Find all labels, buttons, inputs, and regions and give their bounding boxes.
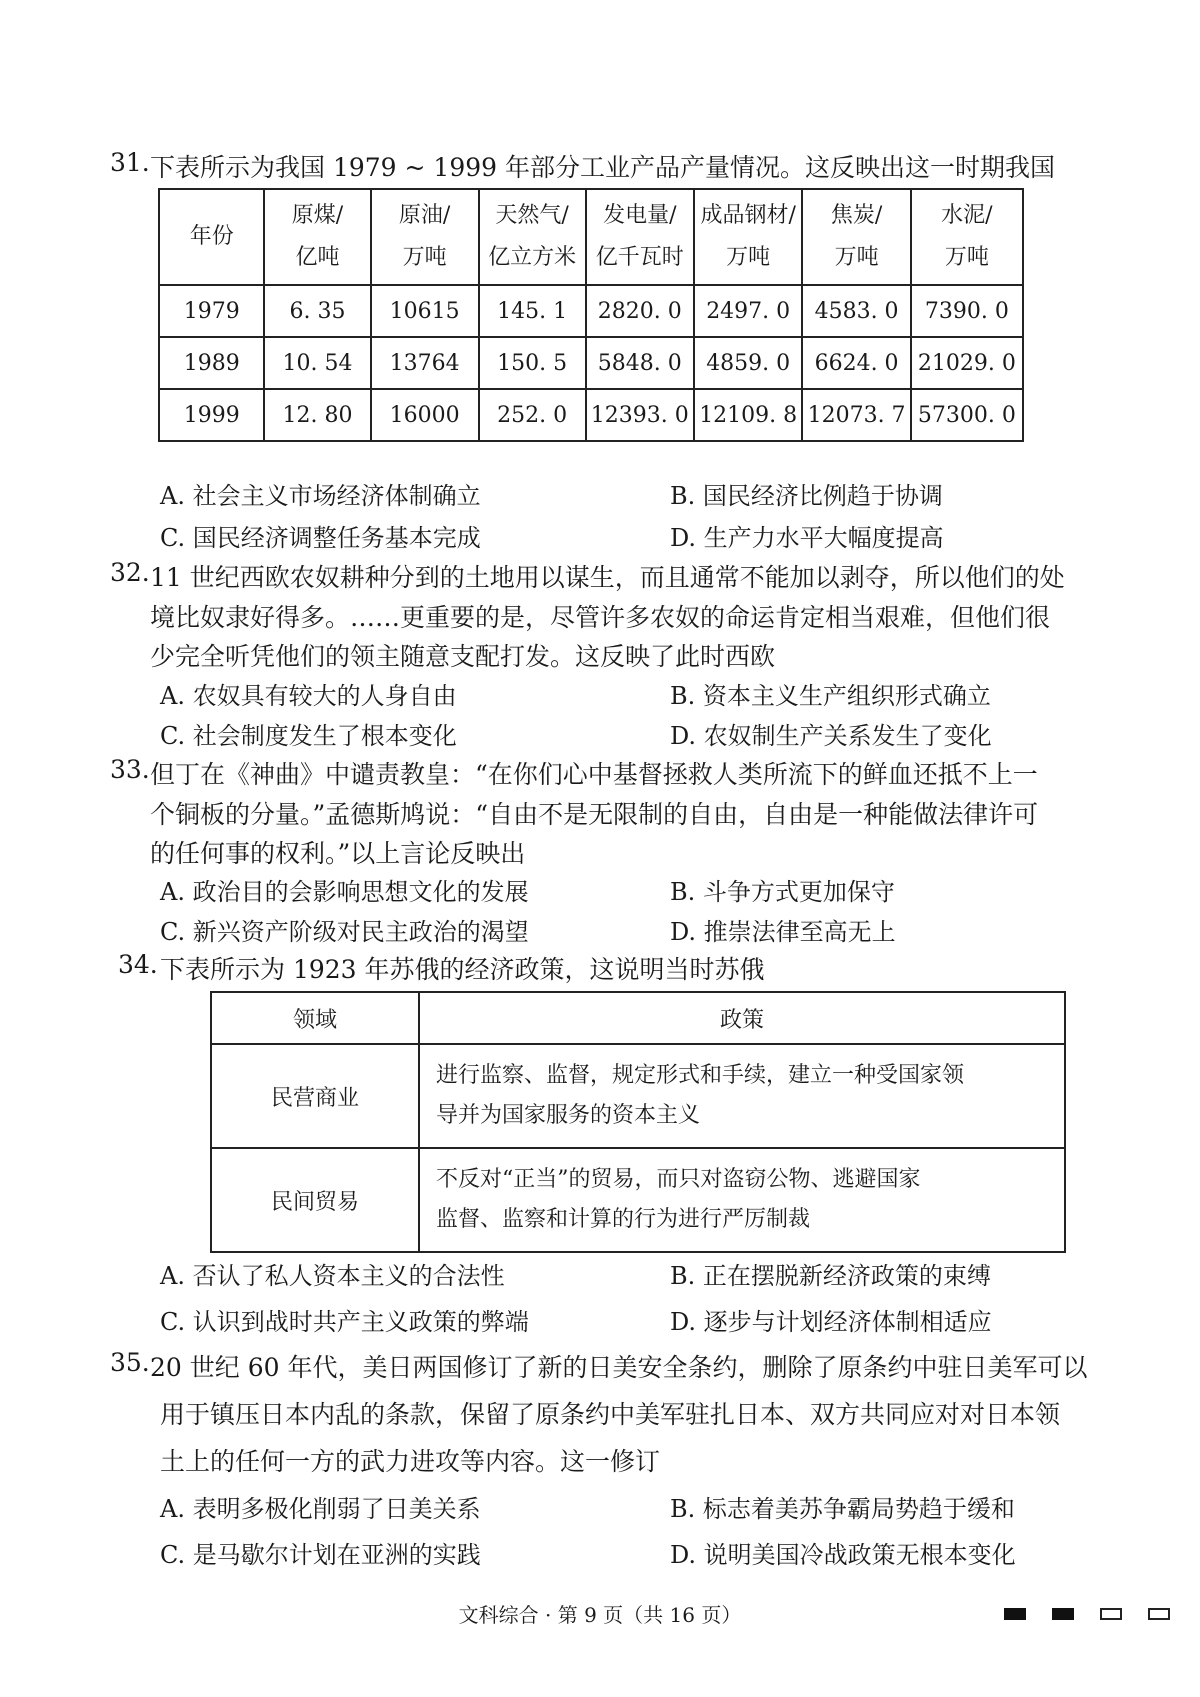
field-cell: 民营商业 xyxy=(211,1044,419,1148)
question-number: 31. xyxy=(110,148,150,177)
table-cell: 2820. 0 xyxy=(586,285,694,337)
question-stem-line: 土上的任何一方的武力进攻等内容。这一修订 xyxy=(160,1447,661,1476)
table-cell: 12. 80 xyxy=(264,389,370,441)
table-cell: 4583. 0 xyxy=(802,285,910,337)
question-number: 32. xyxy=(110,558,150,587)
question-stem: 下表所示为 1923 年苏俄的经济政策，这说明当时苏俄 xyxy=(160,955,765,984)
table-cell: 10615 xyxy=(371,285,479,337)
question-stem-line: 少完全听凭他们的领主随意支配打发。这反映了此时西欧 xyxy=(150,642,776,671)
question-number: 34. xyxy=(118,950,158,979)
question-number: 33. xyxy=(110,755,150,784)
header-cell: 焦炭/ 万吨 xyxy=(802,189,910,285)
policy-table xyxy=(210,991,1066,1253)
question-stem-line: 20 世纪 60 年代，美日两国修订了新的日美安全条约，删除了原条约中驻日美军可以 xyxy=(150,1353,1088,1382)
header-cell: 领域 xyxy=(211,992,419,1044)
table-cell: 4859. 0 xyxy=(694,337,802,389)
policy-cell: 不反对“正当”的贸易，而只对盗窃公物、逃避国家 监督、监察和计算的行为进行严厉制裁 xyxy=(419,1148,1065,1252)
question-stem: 下表所示为我国 1979 ~ 1999 年部分工业产品产量情况。这反映出这一时期我国 xyxy=(150,153,1055,182)
header-cell: 原煤/ 亿吨 xyxy=(264,189,370,285)
option-d[interactable]: D. 说明美国冷战政策无根本变化 xyxy=(670,1541,1016,1569)
header-cell: 成品钢材/ 万吨 xyxy=(694,189,802,285)
option-c[interactable]: C. 是马歇尔计划在亚洲的实践 xyxy=(160,1541,481,1569)
header-cell: 政策 xyxy=(419,992,1065,1044)
table-cell: 12393. 0 xyxy=(586,389,694,441)
question-stem-line: 境比奴隶好得多。……更重要的是，尽管许多农奴的命运肯定相当艰难，但他们很 xyxy=(150,603,1051,632)
option-d[interactable]: D. 农奴制生产关系发生了变化 xyxy=(670,722,992,750)
table-header-row xyxy=(159,189,1023,285)
question-stem-line: 用于镇压日本内乱的条款，保留了原条约中美军驻扎日本、双方共同应对对日本领 xyxy=(160,1400,1061,1429)
option-d[interactable]: D. 逐步与计划经济体制相适应 xyxy=(670,1308,992,1336)
option-a[interactable]: A. 否认了私人资本主义的合法性 xyxy=(160,1262,505,1290)
table-row xyxy=(159,285,1023,337)
production-table xyxy=(158,188,1024,442)
option-b[interactable]: B. 正在摆脱新经济政策的束缚 xyxy=(670,1262,991,1290)
option-b[interactable]: B. 标志着美苏争霸局势趋于缓和 xyxy=(670,1495,1015,1523)
table-cell: 1989 xyxy=(159,337,264,389)
option-c[interactable]: C. 认识到战时共产主义政策的弊端 xyxy=(160,1308,529,1336)
field-cell: 民间贸易 xyxy=(211,1148,419,1252)
option-a[interactable]: A. 社会主义市场经济体制确立 xyxy=(160,482,481,510)
table-row xyxy=(211,1044,1065,1148)
table-cell: 16000 xyxy=(371,389,479,441)
table-cell: 1979 xyxy=(159,285,264,337)
option-a[interactable]: A. 政治目的会影响思想文化的发展 xyxy=(160,878,529,906)
header-cell: 原油/ 万吨 xyxy=(371,189,479,285)
question-stem-line: 但丁在《神曲》中谴责教皇：“在你们心中基督拯救人类所流下的鲜血还抵不上一 xyxy=(150,760,1038,789)
question-stem-line: 个铜板的分量。”孟德斯鸠说：“自由不是无限制的自由，自由是一种能做法律许可 xyxy=(150,800,1039,829)
option-b[interactable]: B. 斗争方式更加保守 xyxy=(670,878,895,906)
option-d[interactable]: D. 生产力水平大幅度提高 xyxy=(670,524,944,552)
option-c[interactable]: C. 国民经济调整任务基本完成 xyxy=(160,524,481,552)
question-number: 35. xyxy=(110,1348,150,1377)
table-cell: 5848. 0 xyxy=(586,337,694,389)
header-cell: 发电量/ 亿千瓦时 xyxy=(586,189,694,285)
header-cell: 天然气/ 亿立方米 xyxy=(479,189,586,285)
table-header-row xyxy=(211,992,1065,1044)
header-cell: 水泥/ 万吨 xyxy=(911,189,1023,285)
table-cell: 6. 35 xyxy=(264,285,370,337)
table-cell: 150. 5 xyxy=(479,337,586,389)
table-cell: 13764 xyxy=(371,337,479,389)
table-row xyxy=(159,389,1023,441)
option-d[interactable]: D. 推崇法律至高无上 xyxy=(670,918,896,946)
question-stem-line: 11 世纪西欧农奴耕种分到的土地用以谋生，而且通常不能加以剥夺，所以他们的处 xyxy=(150,563,1065,592)
policy-cell: 进行监察、监督，规定形式和手续，建立一种受国家领 导并为国家服务的资本主义 xyxy=(419,1044,1065,1148)
registration-mark xyxy=(1052,1608,1074,1620)
table-cell: 252. 0 xyxy=(479,389,586,441)
option-b[interactable]: B. 资本主义生产组织形式确立 xyxy=(670,682,991,710)
table-cell: 145. 1 xyxy=(479,285,586,337)
question-stem-line: 的任何事的权利。”以上言论反映出 xyxy=(150,839,526,868)
table-row xyxy=(211,1148,1065,1252)
page-footer: 文科综合 · 第 9 页（共 16 页） xyxy=(458,1603,742,1627)
table-cell: 12073. 7 xyxy=(802,389,910,441)
table-cell: 2497. 0 xyxy=(694,285,802,337)
registration-mark xyxy=(1100,1608,1122,1620)
table-cell: 1999 xyxy=(159,389,264,441)
option-a[interactable]: A. 表明多极化削弱了日美关系 xyxy=(160,1495,481,1523)
table-cell: 7390. 0 xyxy=(911,285,1023,337)
table-cell: 10. 54 xyxy=(264,337,370,389)
registration-mark xyxy=(1004,1608,1026,1620)
option-a[interactable]: A. 农奴具有较大的人身自由 xyxy=(160,682,457,710)
option-c[interactable]: C. 社会制度发生了根本变化 xyxy=(160,722,457,750)
option-b[interactable]: B. 国民经济比例趋于协调 xyxy=(670,482,943,510)
table-cell: 21029. 0 xyxy=(911,337,1023,389)
option-c[interactable]: C. 新兴资产阶级对民主政治的渴望 xyxy=(160,918,529,946)
table-row xyxy=(159,337,1023,389)
registration-mark xyxy=(1148,1608,1170,1620)
table-cell: 12109. 8 xyxy=(694,389,802,441)
table-cell: 57300. 0 xyxy=(911,389,1023,441)
header-cell: 年份 xyxy=(159,189,264,285)
table-cell: 6624. 0 xyxy=(802,337,910,389)
